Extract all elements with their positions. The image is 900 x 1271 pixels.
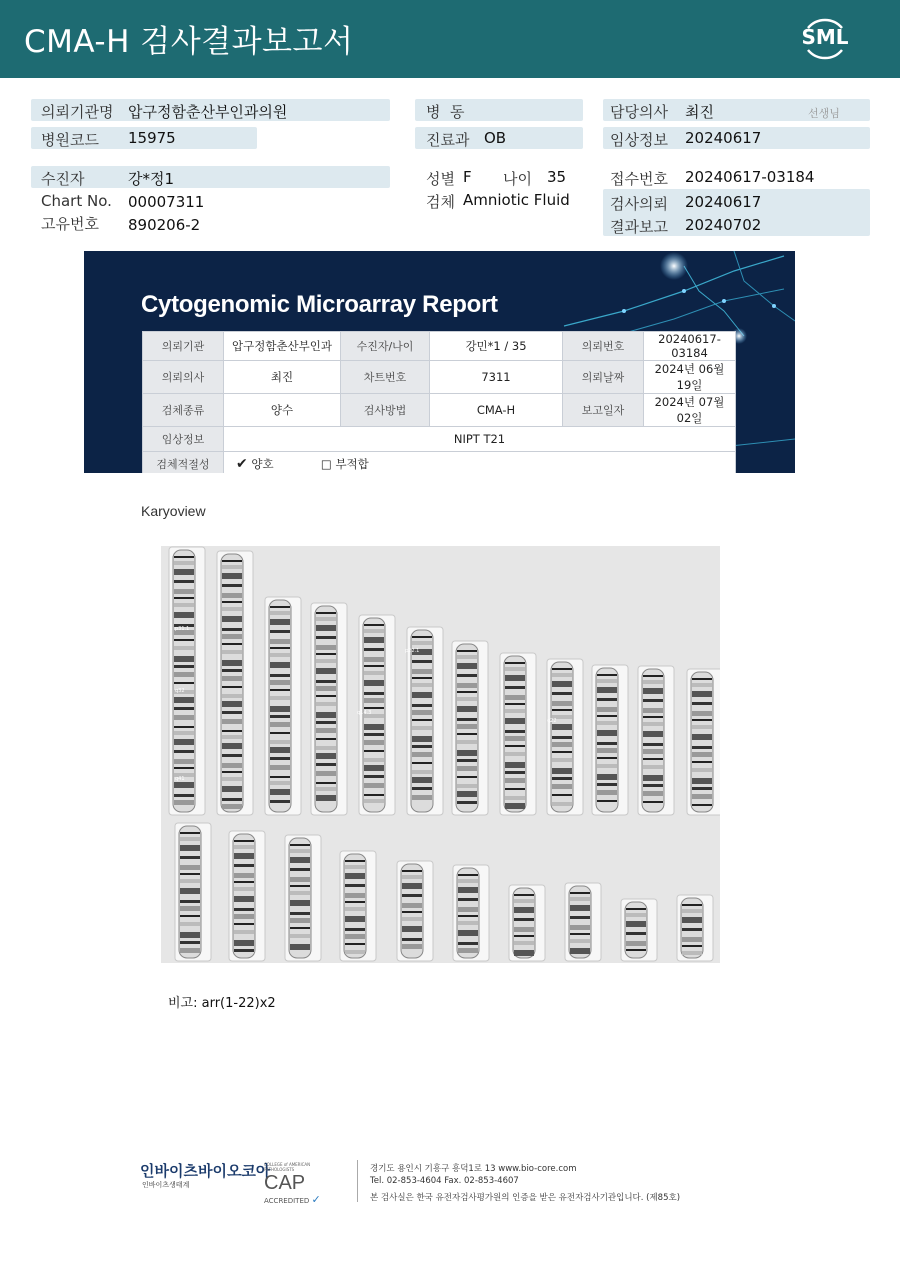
chromosome	[638, 666, 674, 815]
table-cell: 2024년 07월 02일	[644, 394, 736, 427]
clinical-info-cell: NIPT T21	[224, 427, 736, 452]
clinical-label: 임상정보	[610, 131, 668, 149]
band-label: q14.3	[357, 710, 372, 716]
band-label: q41	[175, 776, 185, 782]
table-cell: 강민*1 / 35	[430, 332, 563, 361]
footer-tel: Tel. 02-853-4604 Fax. 02-853-4607	[370, 1176, 519, 1186]
table-cell: 검사방법	[341, 394, 430, 427]
table-cell: 검체종류	[143, 394, 224, 427]
report-title: Cytogenomic Microarray Report	[141, 291, 498, 318]
table-row	[143, 452, 736, 474]
clinical-value: 20240617	[685, 129, 762, 147]
chromosome	[452, 641, 488, 815]
chromosome	[500, 653, 536, 815]
table-row	[143, 332, 736, 361]
chromosome	[407, 627, 443, 815]
chart-value: 00007311	[128, 193, 205, 211]
chromosome	[265, 597, 301, 815]
check-icon: ✓	[311, 1193, 321, 1206]
dept-label: 진료과	[426, 131, 470, 149]
request-value: 20240617	[685, 193, 762, 211]
table-cell: 7311	[430, 361, 563, 394]
dept-value: OB	[484, 129, 507, 147]
cap-accredited	[264, 1193, 340, 1206]
institution-value: 압구정함춘산부인과의원	[128, 103, 288, 121]
karyoview-panel	[161, 546, 720, 963]
doctor-suffix: 선생님	[808, 107, 840, 120]
adequate-label: 양호	[251, 457, 274, 471]
receipt-label: 접수번호	[610, 170, 668, 188]
ward-label: 병 동	[426, 103, 465, 121]
inadequate-label: 부적합	[335, 457, 369, 471]
chromosome	[453, 865, 489, 961]
cap-accredited-text: ACCREDITED	[264, 1197, 310, 1205]
request-label: 검사의뢰	[610, 195, 668, 213]
chart-label: Chart No.	[41, 192, 112, 210]
uid-value: 890206-2	[128, 216, 201, 234]
remark: 비고: arr(1-22)x2	[168, 996, 276, 1011]
footer-address: 경기도 용인시 기흥구 흥덕1로 13 www.bio-core.com	[370, 1164, 577, 1174]
table-cell: 최진	[224, 361, 341, 394]
patient-value: 강*정1	[128, 170, 175, 188]
chromosome	[229, 831, 265, 961]
chromosome	[592, 665, 628, 815]
cap-top-text: COLLEGE of AMERICAN PATHOLOGISTS	[264, 1162, 311, 1172]
table-cell: 의뢰날짜	[563, 361, 644, 394]
band-label: q22	[547, 718, 557, 724]
uid-label: 고유번호	[41, 215, 99, 233]
table-cell: 차트번호	[341, 361, 430, 394]
sml-logo	[798, 12, 852, 66]
specimen-value: Amniotic Fluid	[463, 191, 570, 209]
cap-text: CAP	[264, 1172, 306, 1194]
table-row	[143, 361, 736, 394]
chromosome	[175, 823, 211, 961]
band-label: p31.1	[175, 626, 190, 632]
age-value: 35	[547, 168, 567, 186]
footer-brand-sub: 인바이츠생태계	[142, 1181, 190, 1189]
chromosome	[565, 883, 601, 961]
age-label: 나이	[503, 170, 532, 188]
institution-label: 의뢰기관명	[41, 103, 114, 121]
report-table	[142, 331, 736, 473]
band-label: p22.1	[405, 648, 420, 654]
specimen-label: 검체	[426, 193, 455, 211]
chromosome	[169, 547, 205, 815]
hospital-code-label: 병원코드	[41, 131, 99, 149]
sex-label: 성별	[426, 170, 455, 188]
table-row	[143, 427, 736, 452]
table-cell: 압구정함춘산부인과	[224, 332, 341, 361]
doctor-label: 담당의사	[610, 103, 668, 121]
patient-label: 수진자	[41, 170, 85, 188]
receipt-value: 20240617-03184	[685, 168, 815, 186]
chromosome	[340, 851, 376, 961]
result-label: 결과보고	[610, 218, 668, 236]
table-cell: 20240617-03184	[644, 332, 736, 361]
footer-divider	[357, 1160, 358, 1202]
adequacy-cell	[224, 452, 736, 474]
table-cell: 양수	[224, 394, 341, 427]
sex-value: F	[463, 168, 472, 186]
chromosome	[677, 895, 713, 961]
karyogram	[161, 546, 720, 963]
table-cell: 수진자/나이	[341, 332, 430, 361]
chromosome	[285, 835, 321, 961]
table-cell: 임상정보	[143, 427, 224, 452]
result-value: 20240702	[685, 216, 762, 234]
logo-text: SML	[801, 25, 849, 49]
page-title: CMA-H 검사결과보고서	[24, 24, 354, 60]
cap-logo	[264, 1162, 340, 1206]
report-banner	[84, 251, 795, 473]
doctor-value: 최진	[685, 103, 714, 121]
table-cell: 2024년 06월 19일	[644, 361, 736, 394]
patient-pill	[31, 166, 390, 188]
footer-brand: 인바이츠바이오코아	[140, 1162, 271, 1180]
hospital-code-value: 15975	[128, 129, 176, 147]
chromosome	[509, 885, 545, 961]
table-cell: 의뢰기관	[143, 332, 224, 361]
footer-cert: 본 검사실은 한국 유전자검사평가원의 인증을 받은 유전자검사기관입니다. (제85호)	[370, 1193, 681, 1203]
karyoview-label: Karyoview	[141, 503, 206, 519]
checkmark-icon: ✔	[236, 456, 248, 472]
chromosome	[621, 899, 657, 961]
table-cell: 의뢰의사	[143, 361, 224, 394]
chromosome	[687, 669, 720, 815]
chromosome	[311, 603, 347, 815]
table-cell: 보고일자	[563, 394, 644, 427]
chromosome	[217, 551, 253, 815]
band-label: q32	[175, 688, 185, 694]
checkbox-icon: □	[320, 457, 332, 471]
table-cell: 검체적절성	[143, 452, 224, 474]
table-row	[143, 394, 736, 427]
chromosome	[397, 861, 433, 961]
header-bar	[0, 0, 900, 78]
table-cell: 의뢰번호	[563, 332, 644, 361]
chromosome	[547, 659, 583, 815]
table-cell: CMA-H	[430, 394, 563, 427]
